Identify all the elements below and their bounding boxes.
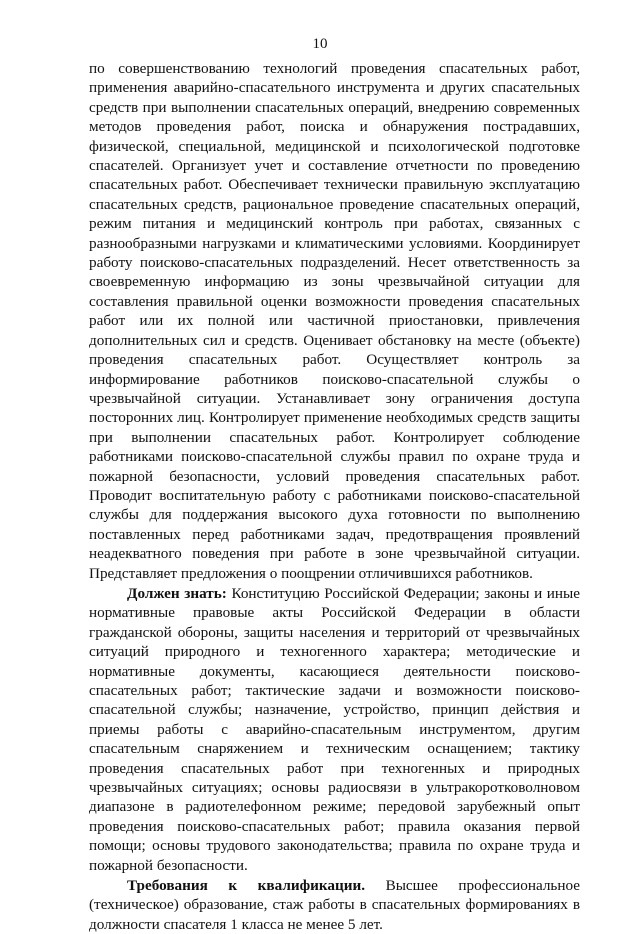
document-body	[89, 59, 580, 934]
paragraph-qualification	[89, 876, 580, 934]
qualification-text: Высшее профессиональное (техническое) образование, стаж работы в спасательных формированиях в должности спасателя 1 класса не менее 5 лет.	[89, 877, 580, 933]
must-know-heading: Должен знать:	[127, 584, 227, 602]
must-know-text: Конституцию Российской Федерации; законы и иные нормативные правовые акты Российской Федерации в области гражданской обороны, защиты населения и территорий от чрезвычайных ситуаций природного и техногенного характера; методические и нормативные документы, касающиеся деятельности поисково-спасательных работ; тактические задачи и возможности поисково-спасательной службы; назначение, устройство, принцип действия и приемы работы с аварийно-спасательным инструментом, другим спасательным снаряжением и техническим оснащением; тактику проведения спасательных работ при техногенных и природных чрезвычайных ситуациях; основы радиосвязи в ультракоротковолновом диапазоне в радиотелефонном режиме; передовой зарубежный опыт проведения поисково-спасательных работ; правила оказания первой помощи; основы трудового законодательства; правила по охране труда и пожарной безопасности.	[89, 584, 580, 874]
qualification-heading: Требования к квалификации.	[127, 877, 366, 895]
page-number: 10	[312, 36, 328, 52]
paragraph-must-know	[89, 584, 580, 875]
paragraph-duties: по совершенствованию технологий проведения спасательных работ, применения аварийно-спасательного инструмента и других спасательных средств при выполнении спасательных операций, внедрению современных методов проведения работ, поиска и обнаружения пострадавших, физической, специальной, медицинской и психологической подготовке спасателей. Организует учет и составление отчетности по проведению спасательных работ. Обеспечивает технически правильную эксплуатацию спасательных средств, рациональное проведение спасательных операций, режим питания и медицинский контроль при работах, связанных с разнообразными нагрузками и климатическими условиями. Координирует работу поисково-спасательных подразделений. Несет ответственность за своевременную информацию из зоны чрезвычайной ситуации для составления правильной оценки возможности проведения спасательных работ или их полной или частичной приостановки, привлечения дополнительных сил и средств. Оценивает обстановку на месте (объекте) проведения спасательных работ. Осуществляет контроль за информирование работников поисково-спасательной службы о чрезвычайной ситуации. Устанавливает зону ограничения доступа посторонних лиц. Контролирует применение необходимых средств защиты при выполнении спасательных работ. Контролирует соблюдение работниками поисково-спасательной службы правил по охране труда и пожарной безопасности, условий проведения спасательных работ. Проводит воспитательную работу с работниками поисково-спасательной службы для поддержания высокого духа готовности по выполнению поставленных перед работниками задач, предотвращения проявлений неадекватного поведения при работе в зоне чрезвычайной ситуации. Представляет предложения о поощрении отличившихся работников.	[89, 60, 580, 582]
